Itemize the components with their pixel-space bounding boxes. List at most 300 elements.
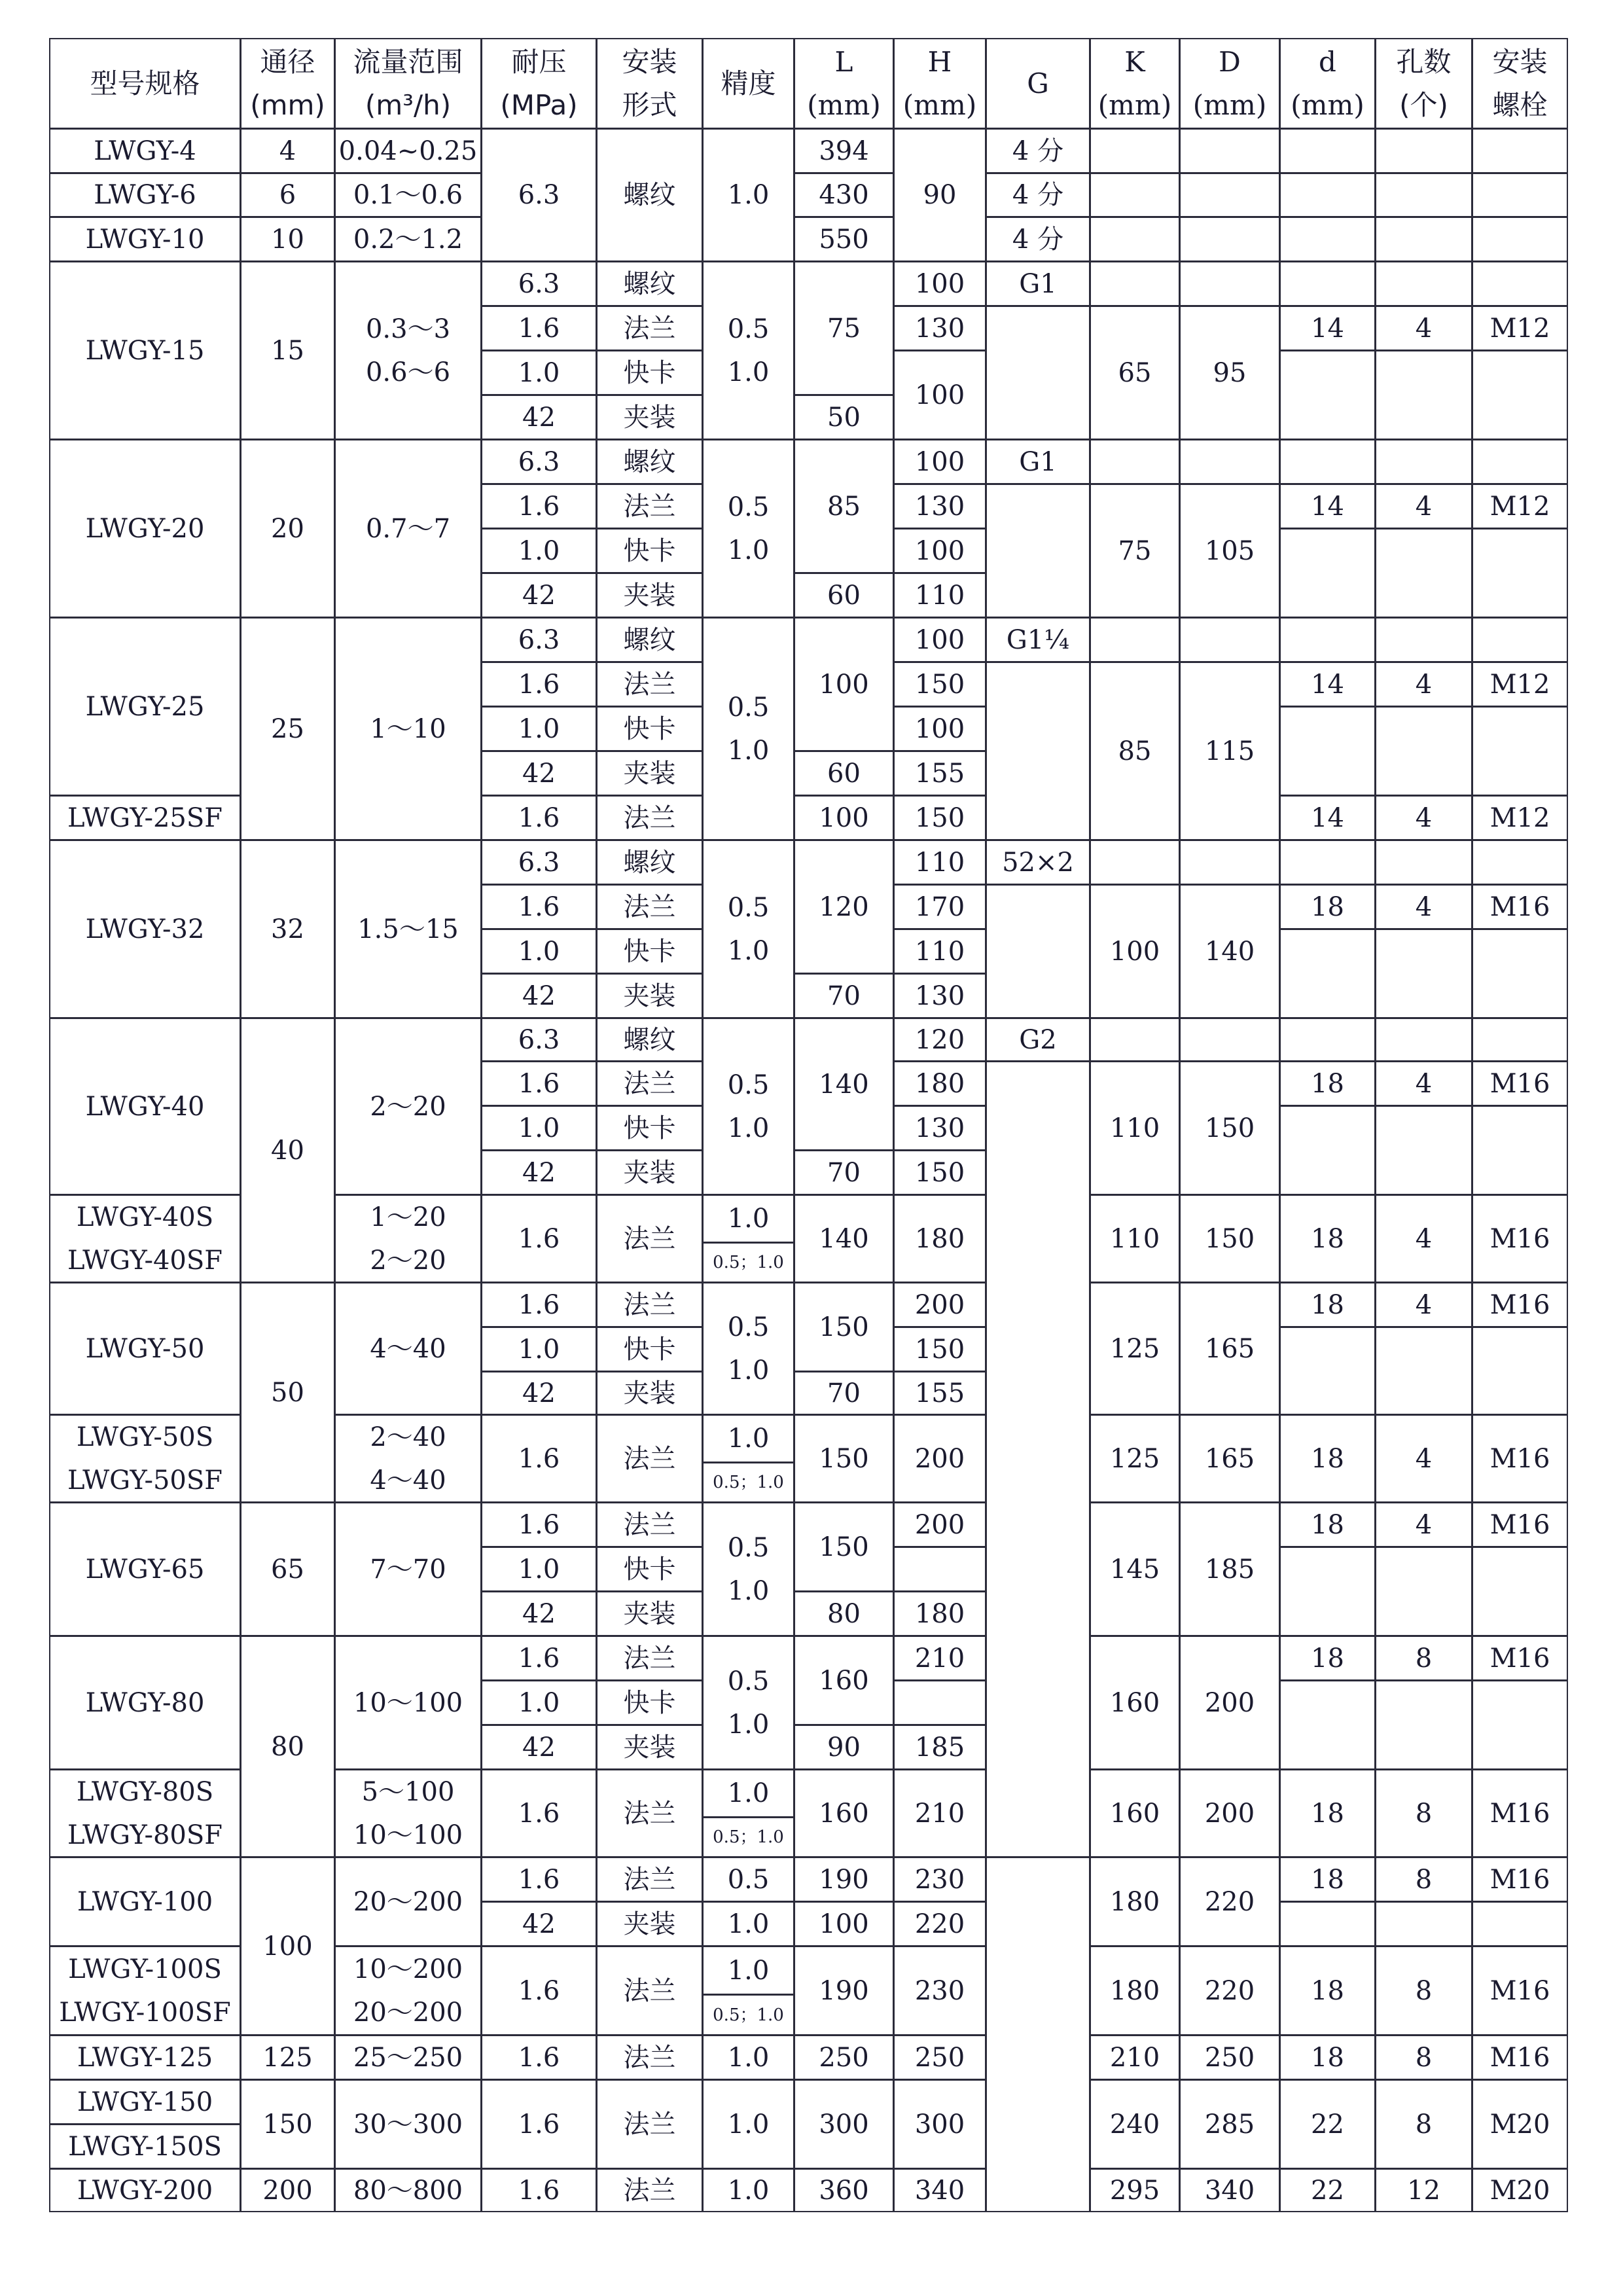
cell-install: 法兰: [596, 1061, 703, 1106]
cell-d: 18: [1279, 1857, 1376, 1902]
cell-pressure: 1.6: [481, 1769, 597, 1857]
cell-holes: 4: [1375, 1414, 1472, 1503]
cell-d: 18: [1279, 1414, 1376, 1503]
cell-pressure: 42: [481, 973, 597, 1018]
cell-L: 120: [794, 840, 894, 974]
cell-holes: 4: [1375, 1194, 1472, 1283]
empty-cell: [1375, 439, 1472, 484]
cell-accuracy: 1.0: [702, 2168, 794, 2212]
cell-d: 22: [1279, 2079, 1376, 2169]
cell-H: 200: [893, 1414, 986, 1503]
cell-pressure: 42: [481, 1591, 597, 1636]
cell-model: LWGY-20: [49, 439, 241, 618]
cell-holes: 4: [1375, 1282, 1472, 1327]
cell-holes: 8: [1375, 1946, 1472, 2036]
cell-install: 快卡: [596, 1680, 703, 1725]
cell-H: 155: [893, 1371, 986, 1415]
cell-d: 14: [1279, 662, 1376, 707]
cell-H: 100: [893, 706, 986, 751]
cell-G: G1: [986, 439, 1090, 484]
cell-accuracy: 1.0: [702, 1769, 794, 1818]
empty-cell: [1090, 617, 1180, 662]
cell-pressure: 1.6: [481, 1061, 597, 1106]
empty-cell: [1472, 173, 1568, 217]
cell-install: 快卡: [596, 1105, 703, 1151]
empty-cell: [1472, 929, 1568, 1018]
cell-model: LWGY-32: [49, 840, 241, 1018]
cell-model: LWGY-6: [49, 173, 241, 217]
empty-cell: [1375, 1680, 1472, 1770]
cell-K: 180: [1090, 1946, 1180, 2036]
cell-holes: 8: [1375, 2035, 1472, 2080]
empty-cell: [1279, 840, 1376, 885]
cell-D: 95: [1179, 306, 1280, 440]
cell-install: 法兰: [596, 1282, 703, 1327]
cell-d: 18: [1279, 1502, 1376, 1547]
cell-K: 65: [1090, 306, 1180, 440]
cell-holes: 8: [1375, 1769, 1472, 1857]
cell-pressure: 1.0: [481, 1547, 597, 1592]
cell-accuracy: 0.5 1.0: [702, 1282, 794, 1415]
cell-install: 螺纹: [596, 439, 703, 484]
cell-pressure: 1.0: [481, 929, 597, 974]
cell-H: 200: [893, 1282, 986, 1327]
cell-L: 80: [794, 1591, 894, 1636]
cell-install: 法兰: [596, 662, 703, 707]
column-header-dn: 通径 (mm): [240, 38, 335, 129]
empty-cell: [1472, 1327, 1568, 1415]
cell-accuracy2: 0.5；1.0: [702, 1817, 794, 1857]
empty-cell: [1279, 1901, 1376, 1946]
empty-cell: [1375, 128, 1472, 173]
cell-L: 60: [794, 573, 894, 618]
cell-install: 快卡: [596, 1327, 703, 1372]
empty-cell: [986, 662, 1090, 840]
cell-accuracy: 1.0: [702, 1901, 794, 1946]
cell-d: 18: [1279, 2035, 1376, 2080]
cell-D: 185: [1179, 1502, 1280, 1636]
column-header-holes: 孔数 (个): [1375, 38, 1472, 129]
cell-dn: 65: [240, 1502, 335, 1636]
empty-cell: [1279, 706, 1376, 796]
cell-flow: 30～300: [334, 2079, 482, 2169]
cell-H: 220: [893, 1901, 986, 1946]
cell-H: 130: [893, 306, 986, 351]
empty-cell: [1472, 706, 1568, 796]
cell-pressure: 42: [481, 573, 597, 618]
column-header-L: L (mm): [794, 38, 894, 129]
cell-accuracy: 0.5 1.0: [702, 617, 794, 840]
cell-bolt: M16: [1472, 1414, 1568, 1503]
cell-install: 夹装: [596, 1901, 703, 1946]
cell-H: 150: [893, 1327, 986, 1372]
empty-cell: [1179, 261, 1280, 306]
cell-H: 100: [893, 261, 986, 306]
empty-cell: [1279, 350, 1376, 440]
cell-L: 190: [794, 1857, 894, 1902]
cell-accuracy: 0.5 1.0: [702, 840, 794, 1018]
empty-cell: [1472, 439, 1568, 484]
cell-D: 140: [1179, 884, 1280, 1018]
empty-cell: [1375, 1105, 1472, 1195]
cell-H: 100: [893, 350, 986, 440]
cell-install: 夹装: [596, 1591, 703, 1636]
cell-L: 100: [794, 1901, 894, 1946]
cell-install: 法兰: [596, 2168, 703, 2212]
cell-flow: 25～250: [334, 2035, 482, 2080]
cell-accuracy: 0.5 1.0: [702, 1636, 794, 1770]
cell-holes: 8: [1375, 1857, 1472, 1902]
empty-cell: [1375, 840, 1472, 885]
cell-G: G1¼: [986, 617, 1090, 662]
empty-cell: [1279, 1327, 1376, 1415]
empty-cell: [1179, 840, 1280, 885]
cell-K: 100: [1090, 884, 1180, 1018]
cell-pressure: 1.6: [481, 662, 597, 707]
empty-cell: [1472, 528, 1568, 618]
cell-dn: 80: [240, 1636, 335, 1857]
empty-cell: [1472, 840, 1568, 885]
cell-accuracy: 1.0: [702, 1414, 794, 1463]
cell-flow: 2～40 4～40: [334, 1414, 482, 1503]
cell-pressure: 1.6: [481, 1414, 597, 1503]
cell-H: 150: [893, 1150, 986, 1195]
empty-cell: [1472, 350, 1568, 440]
cell-pressure: 42: [481, 1371, 597, 1415]
column-header-flow: 流量范围 (m³/h): [334, 38, 482, 129]
empty-cell: [1090, 439, 1180, 484]
cell-L: 160: [794, 1636, 894, 1725]
cell-dn: 150: [240, 2079, 335, 2169]
cell-pressure: 42: [481, 1150, 597, 1195]
cell-L: 150: [794, 1282, 894, 1372]
cell-install: 法兰: [596, 2079, 703, 2169]
column-header-H: H (mm): [893, 38, 986, 129]
cell-flow: 0.04~0.25: [334, 128, 482, 173]
empty-cell: [1375, 217, 1472, 262]
cell-L: 90: [794, 1725, 894, 1770]
empty-cell: [1472, 1105, 1568, 1195]
empty-cell: [1279, 173, 1376, 217]
cell-H: 200: [893, 1502, 986, 1547]
cell-pressure: 1.6: [481, 306, 597, 351]
empty-cell: [1179, 128, 1280, 173]
cell-H: 110: [893, 573, 986, 618]
cell-install: 快卡: [596, 350, 703, 395]
cell-K: 160: [1090, 1636, 1180, 1770]
cell-H: 100: [893, 528, 986, 573]
cell-L: 140: [794, 1018, 894, 1151]
cell-holes: 4: [1375, 1061, 1472, 1106]
empty-cell: [1279, 1680, 1376, 1770]
cell-accuracy2: 0.5；1.0: [702, 1242, 794, 1283]
cell-holes: 4: [1375, 306, 1472, 351]
cell-model: LWGY-50S LWGY-50SF: [49, 1414, 241, 1503]
cell-install: 夹装: [596, 1150, 703, 1195]
cell-dn: 200: [240, 2168, 335, 2212]
cell-model: LWGY-200: [49, 2168, 241, 2212]
cell-G: 4 分: [986, 128, 1090, 173]
cell-flow: 1～10: [334, 617, 482, 840]
cell-bolt: M20: [1472, 2168, 1568, 2212]
empty-cell: [1279, 1105, 1376, 1195]
cell-holes: 4: [1375, 484, 1472, 529]
cell-G: 4 分: [986, 173, 1090, 217]
cell-K: 180: [1090, 1857, 1180, 1946]
empty-cell: [986, 1857, 1090, 2212]
cell-H: 155: [893, 751, 986, 796]
cell-H: 230: [893, 1946, 986, 2036]
empty-cell: [1375, 1018, 1472, 1062]
cell-H: 230: [893, 1857, 986, 1902]
cell-flow: 10～100: [334, 1636, 482, 1770]
empty-cell: [1090, 840, 1180, 885]
empty-cell: [1179, 1018, 1280, 1062]
empty-cell: [893, 1547, 986, 1592]
cell-L: 70: [794, 973, 894, 1018]
cell-H: 110: [893, 840, 986, 885]
empty-cell: [893, 1680, 986, 1725]
cell-holes: 8: [1375, 1636, 1472, 1681]
cell-pressure: 42: [481, 395, 597, 440]
cell-pressure: 1.6: [481, 1502, 597, 1547]
column-header-bolt: 安装 螺栓: [1472, 38, 1568, 129]
cell-install: 螺纹: [596, 261, 703, 306]
cell-H: 185: [893, 1725, 986, 1770]
cell-pressure: 1.6: [481, 1636, 597, 1681]
cell-H: 180: [893, 1061, 986, 1106]
cell-H: 110: [893, 929, 986, 974]
cell-pressure: 1.6: [481, 2168, 597, 2212]
empty-cell: [986, 484, 1090, 618]
cell-install: 法兰: [596, 1194, 703, 1283]
cell-model: LWGY-100S LWGY-100SF: [49, 1946, 241, 2036]
cell-D: 105: [1179, 484, 1280, 618]
cell-L: 100: [794, 617, 894, 751]
cell-flow: 10～200 20～200: [334, 1946, 482, 2036]
cell-flow: 1.5～15: [334, 840, 482, 1018]
cell-model: LWGY-25SF: [49, 795, 241, 840]
cell-model: LWGY-40: [49, 1018, 241, 1195]
empty-cell: [1375, 1547, 1472, 1636]
cell-model: LWGY-100: [49, 1857, 241, 1946]
cell-d: 22: [1279, 2168, 1376, 2212]
cell-holes: 4: [1375, 662, 1472, 707]
cell-model: LWGY-15: [49, 261, 241, 440]
cell-K: 125: [1090, 1414, 1180, 1503]
cell-dn: 15: [240, 261, 335, 440]
cell-install: 快卡: [596, 1547, 703, 1592]
cell-D: 250: [1179, 2035, 1280, 2080]
cell-flow: 0.2～1.2: [334, 217, 482, 262]
cell-install: 螺纹: [596, 1018, 703, 1062]
cell-accuracy: 1.0: [702, 2079, 794, 2169]
cell-K: 110: [1090, 1061, 1180, 1195]
cell-install: 法兰: [596, 1946, 703, 2036]
cell-pressure: 42: [481, 751, 597, 796]
cell-H: 150: [893, 662, 986, 707]
cell-L: 100: [794, 795, 894, 840]
cell-d: 14: [1279, 484, 1376, 529]
cell-bolt: M12: [1472, 484, 1568, 529]
cell-dn: 32: [240, 840, 335, 1018]
cell-accuracy: 0.5 1.0: [702, 439, 794, 618]
cell-accuracy2: 0.5；1.0: [702, 1994, 794, 2036]
cell-dn: 10: [240, 217, 335, 262]
cell-holes: 4: [1375, 1502, 1472, 1547]
cell-L: 140: [794, 1194, 894, 1283]
cell-K: 240: [1090, 2079, 1180, 2169]
cell-D: 200: [1179, 1769, 1280, 1857]
cell-K: 125: [1090, 1282, 1180, 1415]
cell-pressure: 6.3: [481, 617, 597, 662]
cell-d: 18: [1279, 1946, 1376, 2036]
cell-pressure: 1.6: [481, 1946, 597, 2036]
cell-flow: 20～200: [334, 1857, 482, 1946]
column-header-accuracy: 精度: [702, 38, 794, 129]
cell-pressure: 1.0: [481, 350, 597, 395]
cell-model: LWGY-80S LWGY-80SF: [49, 1769, 241, 1857]
cell-K: 295: [1090, 2168, 1180, 2212]
empty-cell: [1472, 1680, 1568, 1770]
empty-cell: [1472, 261, 1568, 306]
cell-accuracy: 1.0: [702, 2035, 794, 2080]
empty-cell: [1375, 929, 1472, 1018]
cell-K: 75: [1090, 484, 1180, 618]
empty-cell: [1375, 1327, 1472, 1415]
cell-install: 夹装: [596, 1371, 703, 1415]
empty-cell: [1472, 1018, 1568, 1062]
cell-holes: 4: [1375, 884, 1472, 929]
cell-install: 法兰: [596, 884, 703, 929]
cell-d: 14: [1279, 795, 1376, 840]
cell-G: G2: [986, 1018, 1090, 1062]
cell-bolt: M20: [1472, 2079, 1568, 2169]
cell-L: 50: [794, 395, 894, 440]
cell-model: LWGY-125: [49, 2035, 241, 2080]
cell-D: 165: [1179, 1414, 1280, 1503]
empty-cell: [986, 1061, 1090, 1857]
cell-pressure: 1.6: [481, 1194, 597, 1283]
cell-bolt: M12: [1472, 795, 1568, 840]
cell-G: 52×2: [986, 840, 1090, 885]
cell-bolt: M16: [1472, 1636, 1568, 1681]
cell-model: LWGY-150: [49, 2079, 241, 2125]
cell-install: 法兰: [596, 484, 703, 529]
cell-install: 螺纹: [596, 617, 703, 662]
empty-cell: [1279, 1547, 1376, 1636]
empty-cell: [1090, 128, 1180, 173]
cell-dn: 25: [240, 617, 335, 840]
cell-holes: 4: [1375, 795, 1472, 840]
empty-cell: [1090, 173, 1180, 217]
cell-bolt: M16: [1472, 1946, 1568, 2036]
cell-install: 螺纹: [596, 840, 703, 885]
empty-cell: [1279, 528, 1376, 618]
cell-accuracy: 0.5 1.0: [702, 261, 794, 440]
cell-install: 法兰: [596, 795, 703, 840]
empty-cell: [1472, 1901, 1568, 1946]
cell-accuracy: 1.0: [702, 1194, 794, 1243]
cell-model: LWGY-25: [49, 617, 241, 796]
cell-d: 18: [1279, 1061, 1376, 1106]
cell-model: LWGY-40S LWGY-40SF: [49, 1194, 241, 1283]
cell-bolt: M16: [1472, 1061, 1568, 1106]
cell-d: 18: [1279, 1282, 1376, 1327]
cell-K: 110: [1090, 1194, 1180, 1283]
cell-model: LWGY-4: [49, 128, 241, 173]
cell-bolt: M12: [1472, 662, 1568, 707]
cell-pressure: 6.3: [481, 439, 597, 484]
cell-D: 285: [1179, 2079, 1280, 2169]
empty-cell: [1375, 706, 1472, 796]
cell-bolt: M16: [1472, 884, 1568, 929]
cell-H: 90: [893, 128, 986, 262]
column-header-install: 安装 形式: [596, 38, 703, 129]
cell-D: 150: [1179, 1194, 1280, 1283]
cell-dn: 20: [240, 439, 335, 618]
cell-K: 85: [1090, 662, 1180, 840]
empty-cell: [1472, 617, 1568, 662]
cell-L: 150: [794, 1502, 894, 1592]
cell-install: 夹装: [596, 973, 703, 1018]
cell-K: 210: [1090, 2035, 1180, 2080]
cell-pressure: 1.6: [481, 1282, 597, 1327]
cell-install: 快卡: [596, 706, 703, 751]
empty-cell: [1090, 1018, 1180, 1062]
cell-flow: 0.3～3 0.6～6: [334, 261, 482, 440]
cell-H: 210: [893, 1769, 986, 1857]
cell-D: 220: [1179, 1857, 1280, 1946]
cell-accuracy: 0.5: [702, 1857, 794, 1902]
cell-flow: 80～800: [334, 2168, 482, 2212]
empty-cell: [1375, 173, 1472, 217]
cell-bolt: M16: [1472, 1502, 1568, 1547]
column-header-pressure: 耐压 (MPa): [481, 38, 597, 129]
cell-bolt: M16: [1472, 1194, 1568, 1283]
cell-d: 18: [1279, 1769, 1376, 1857]
empty-cell: [986, 306, 1090, 440]
cell-L: 160: [794, 1769, 894, 1857]
cell-d: 18: [1279, 1194, 1376, 1283]
cell-install: 法兰: [596, 2035, 703, 2080]
cell-bolt: M16: [1472, 2035, 1568, 2080]
empty-cell: [1179, 439, 1280, 484]
cell-pressure: 1.0: [481, 1327, 597, 1372]
cell-accuracy: 1.0: [702, 1946, 794, 1995]
cell-dn: 125: [240, 2035, 335, 2080]
cell-dn: 6: [240, 173, 335, 217]
cell-bolt: M12: [1472, 306, 1568, 351]
cell-L: 85: [794, 439, 894, 573]
empty-cell: [1375, 261, 1472, 306]
cell-L: 190: [794, 1946, 894, 2036]
cell-install: 快卡: [596, 929, 703, 974]
cell-install: 螺纹: [596, 128, 703, 262]
cell-pressure: 42: [481, 1725, 597, 1770]
empty-cell: [1179, 217, 1280, 262]
column-header-d: d (mm): [1279, 38, 1376, 129]
cell-dn: 40: [240, 1018, 335, 1283]
cell-H: 210: [893, 1636, 986, 1681]
cell-D: 220: [1179, 1946, 1280, 2036]
cell-dn: 50: [240, 1282, 335, 1503]
cell-H: 150: [893, 795, 986, 840]
column-header-model: 型号规格: [49, 38, 241, 129]
cell-flow: 1～20 2～20: [334, 1194, 482, 1283]
cell-H: 340: [893, 2168, 986, 2212]
cell-L: 70: [794, 1150, 894, 1195]
